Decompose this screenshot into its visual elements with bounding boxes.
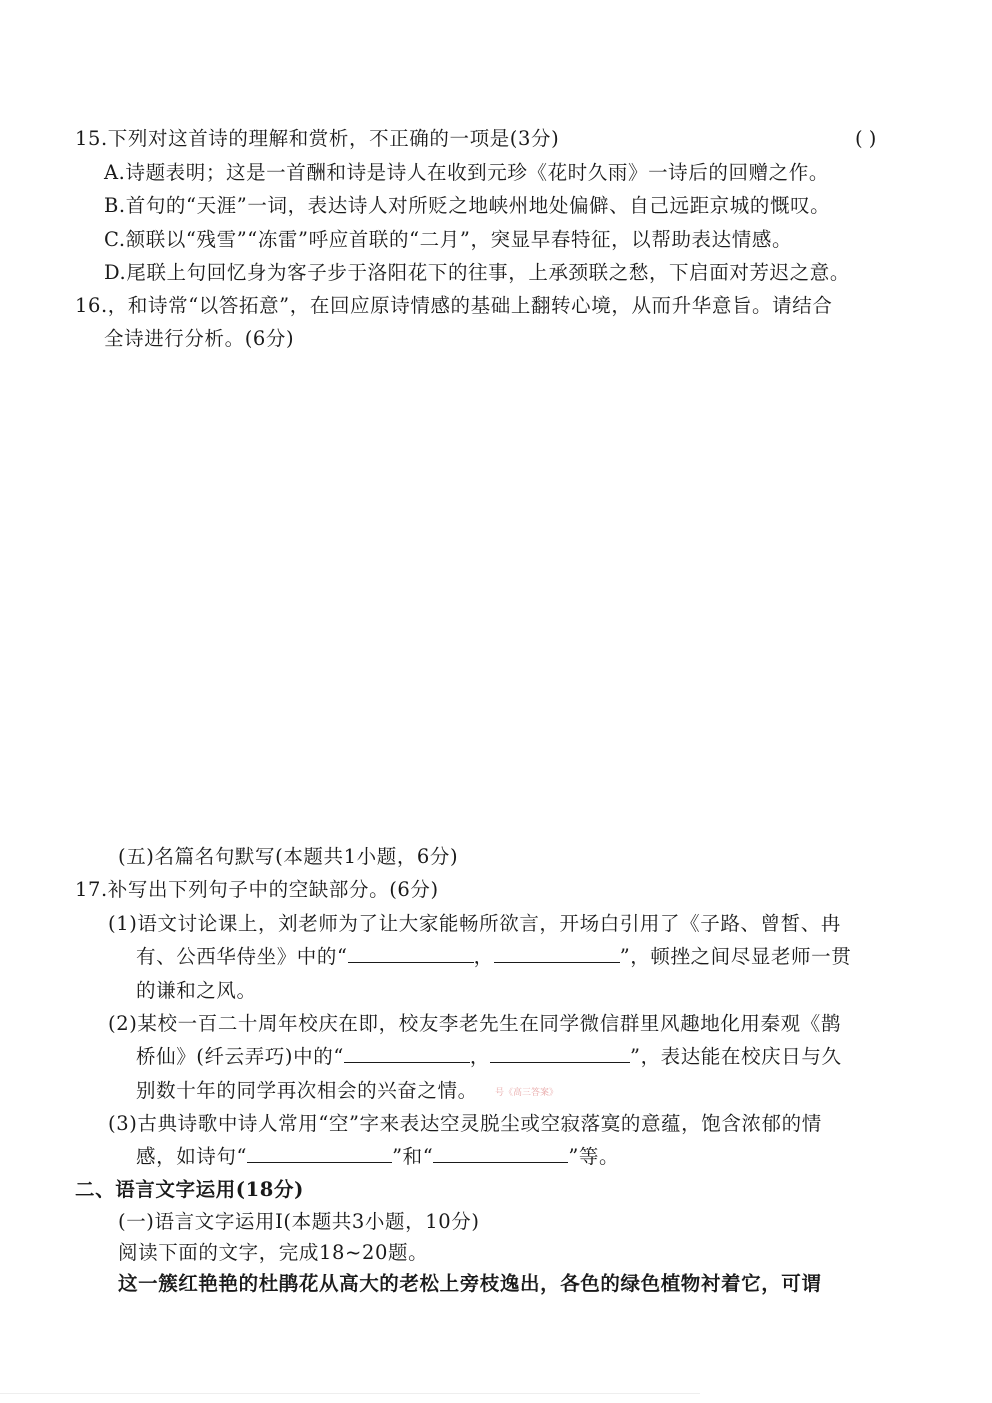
- section5-title: (五)名篇名句默写(本题共1小题，6分): [118, 845, 459, 868]
- part2-passage-line1: 这一簇红艳艳的杜鹃花从高大的老松上旁枝逸出，各色的绿色植物衬着它，可谓: [118, 1272, 822, 1295]
- q17-item2-line3: 别数十年的同学再次相会的兴奋之情。: [136, 1079, 478, 1102]
- q17-item2-text-c: ”，表达能在校庆日与久: [630, 1045, 842, 1068]
- q17-item1-blank-1[interactable]: [348, 942, 474, 963]
- part2-instruction: 阅读下面的文字，完成18~20题。: [118, 1241, 429, 1264]
- q17-item1-line3: 的谦和之风。: [136, 979, 257, 1002]
- q15-answer-paren: ( ): [855, 127, 877, 150]
- q15-option-a: A.诗题表明；这是一首酬和诗是诗人在收到元珍《花时久雨》一诗后的回赠之作。: [104, 161, 829, 184]
- watermark-text: 号《高三答案》: [495, 1088, 559, 1098]
- q17-item1-line2: [136, 942, 851, 972]
- q17-item2-blank-1[interactable]: [344, 1042, 470, 1063]
- q17-item3-text-b: ”和“: [392, 1145, 434, 1168]
- q17-item1-blank-2[interactable]: [494, 942, 620, 963]
- q17-item2-blank-2[interactable]: [490, 1042, 630, 1063]
- q17-item2-text-a: 桥仙》(纤云弄巧)中的“: [136, 1045, 344, 1068]
- q17-item2-line2: [136, 1042, 842, 1072]
- q17-item2-text-b: ，: [469, 1045, 490, 1068]
- q17-item1-line1: (1)语文讨论课上，刘老师为了让大家能畅所欲言，开场白引用了《子路、曾皙、冉: [108, 912, 841, 935]
- q16-stem-line2: 全诗进行分析。(6分): [104, 327, 295, 350]
- q17-item3-line1: (3)古典诗歌中诗人常用“空”字来表达空灵脱尘或空寂落寞的意蕴，饱含浓郁的情: [108, 1112, 822, 1135]
- q17-item1-text-a: 有、公西华侍坐》中的“: [136, 945, 348, 968]
- q16-stem-line1: 16.，和诗常“以答拓意”，在回应原诗情感的基础上翻转心境，从而升华意旨。请结合: [75, 294, 833, 317]
- q15-stem: 15.下列对这首诗的理解和赏析，不正确的一项是(3分): [75, 127, 560, 150]
- q15-option-c: C.颔联以“残雪”“冻雷”呼应首联的“二月”，突显早春特征，以帮助表达情感。: [104, 228, 793, 251]
- q17-item3-text-a: 感，如诗句“: [136, 1145, 248, 1168]
- part2-title: 二、语言文字运用(18分): [75, 1178, 304, 1201]
- q17-item3-blank-1[interactable]: [247, 1142, 392, 1163]
- q15-option-b: B.首句的“天涯”一词，表达诗人对所贬之地峡州地处偏僻、自己远距京城的慨叹。: [104, 194, 831, 217]
- q17-item3-blank-2[interactable]: [433, 1142, 568, 1163]
- q17-item3-text-c: ”等。: [568, 1145, 620, 1168]
- q17-item2-line1: (2)某校一百二十周年校庆在即，校友李老先生在同学微信群里风趣地化用秦观《鹊: [108, 1012, 841, 1035]
- q17-item3-line2: [136, 1142, 619, 1172]
- q15-option-d: D.尾联上句回忆身为客子步于洛阳花下的往事，上承颈联之愁，下启面对芳迟之意。: [104, 261, 850, 284]
- part2-subtitle: (一)语言文字运用Ⅰ(本题共3小题，10分): [118, 1210, 480, 1233]
- bottom-scan-edge: [0, 1393, 700, 1394]
- q17-stem: 17.补写出下列句子中的空缺部分。(6分): [75, 878, 439, 901]
- q17-item1-text-c: ”，顿挫之间尽显老师一贯: [619, 945, 852, 968]
- q17-item1-text-b: ，: [473, 945, 494, 968]
